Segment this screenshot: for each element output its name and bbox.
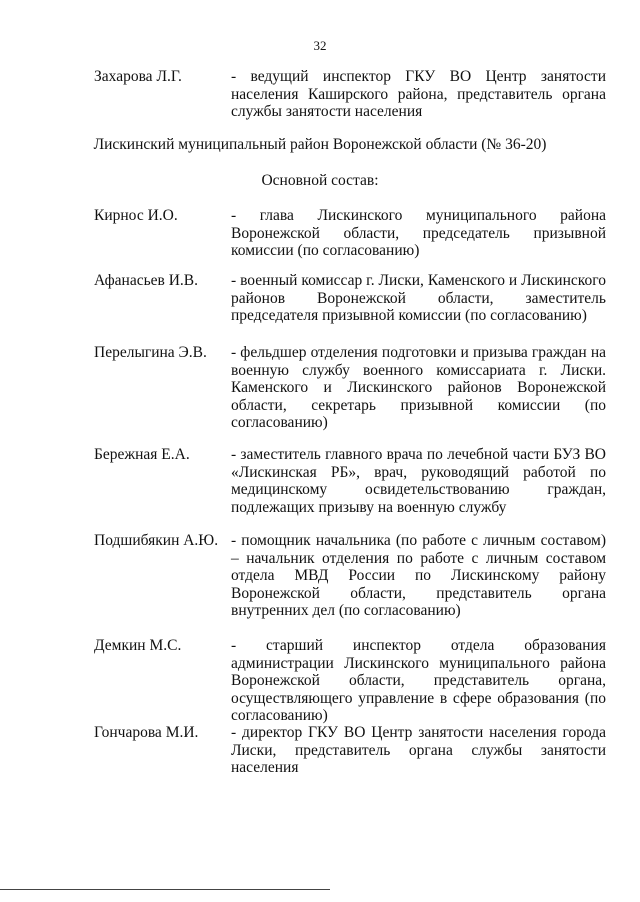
footer-rule: [0, 889, 330, 890]
member-name: Захарова Л.Г.: [94, 68, 182, 85]
member-role: - ведущий инспектор ГКУ ВО Центр занятости населения Каширского района, представитель органа службы занятости населения: [231, 68, 606, 120]
member-role: - старший инспектор отдела образования администрации Лискинского муниципального района Воронежской области, представитель органа, осуществляющего управление в сфере образования (по согласованию): [231, 637, 606, 724]
member-role: - заместитель главного врача по лечебной части БУЗ ВО «Лискинская РБ», врач, руководящий работой по медицинскому освидетельствованию граждан, подлежащих призыву на военную службу: [231, 446, 606, 516]
member-role: - глава Лискинского муниципального района Воронежской области, председатель призывной комиссии (по согласованию): [231, 207, 606, 259]
member-role: - помощник начальника (по работе с личным составом) – начальник отделения по работе с личным составом отдела МВД России по Лискинскому району Воронежской области, представитель органа внутренних дел (по согласованию): [231, 532, 606, 619]
member-role: - директор ГКУ ВО Центр занятости населения города Лиски, представитель органа службы занятости населения: [231, 724, 606, 776]
member-name: Демкин М.С.: [94, 637, 182, 654]
section-title: Лискинский муниципальный район Воронежской области (№ 36-20): [93, 136, 547, 153]
section-subtitle: Основной состав:: [261, 172, 379, 189]
member-name: Афанасьев И.В.: [94, 272, 199, 289]
member-name: Гончарова М.И.: [94, 724, 199, 741]
page-number: 32: [313, 38, 327, 53]
member-name: Кирнос И.О.: [94, 207, 178, 224]
member-name: Подшибякин А.Ю.: [94, 532, 219, 549]
member-role: - фельдшер отделения подготовки и призыва граждан на военную службу военного комиссариата г. Лиски. Каменского и Лискинского районов Воронежской области, секретарь призывной комиссии (по согласованию): [231, 344, 606, 431]
member-name: Перелыгина Э.В.: [94, 344, 207, 361]
member-role: - военный комиссар г. Лиски, Каменского и Лискинского районов Воронежской области, заместитель председателя призывной комиссии (по согласованию): [231, 272, 606, 324]
member-name: Бережная Е.А.: [94, 446, 190, 463]
